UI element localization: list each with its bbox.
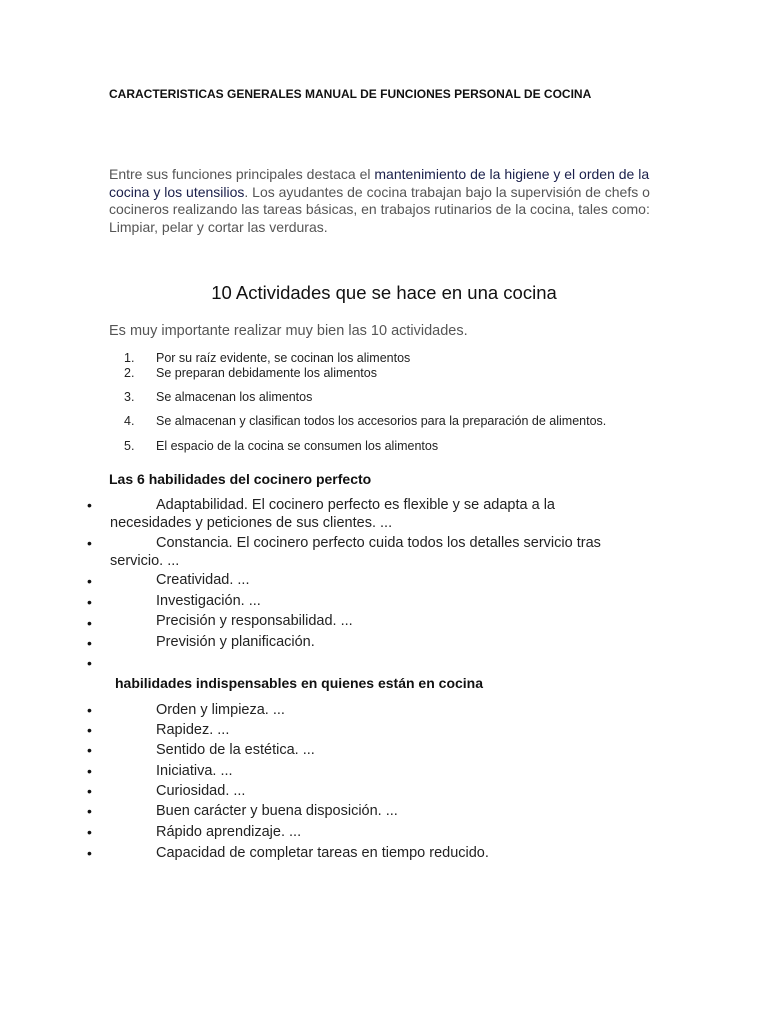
bullet-marker: • [87, 702, 92, 718]
skill-item [110, 571, 670, 589]
indispensable-item: Curiosidad. ... [156, 783, 246, 799]
indispensable-item: Capacidad de completar tareas en tiempo reducido. [156, 845, 489, 861]
skill-text: Investigación. ... [156, 593, 261, 609]
activity-item [124, 414, 606, 428]
indispensable-item: Rápido aprendizaje. ... [156, 824, 302, 840]
activity-text: Se preparan debidamente los alimentos [156, 366, 377, 380]
activity-item [124, 366, 377, 380]
activity-item [124, 351, 410, 365]
indispensable-item: Orden y limpieza. ... [156, 702, 285, 718]
skill-item [110, 496, 670, 532]
bullet-marker: • [87, 763, 92, 779]
bullet-marker: • [87, 655, 92, 671]
activity-text: Se almacenan y clasifican todos los accesorios para la preparación de alimentos. [156, 414, 607, 428]
intro-paragraph [109, 166, 669, 236]
intro-text-end: . Los ayudantes de cocina trabajan bajo la supervisión de chefs o cocineros realizando las tareas básicas, en trabajos rutinarios de la cocina, tales como: Limpiar, pelar y cortar las verduras. [109, 183, 650, 235]
skill-text: Adaptabilidad. El cocinero perfecto es flexible y se adapta a la [156, 497, 555, 513]
bullet-marker: • [87, 845, 92, 861]
activity-number: 1. [124, 351, 135, 365]
activity-number: 4. [124, 414, 135, 428]
skill-item [110, 592, 670, 610]
indispensable-item: Rapidez. ... [156, 722, 230, 738]
indispensable-heading: habilidades indispensables en quienes están en cocina [115, 675, 484, 691]
bullet-marker: • [87, 615, 92, 631]
bullet-marker: • [87, 535, 92, 551]
bullet-marker: • [87, 742, 92, 758]
bullet-marker: • [87, 635, 92, 651]
bullet-marker: • [87, 573, 92, 589]
activity-number: 5. [124, 439, 135, 453]
activity-number: 3. [124, 390, 135, 404]
section-subtitle: Es muy importante realizar muy bien las 10 actividades. [109, 323, 468, 339]
skill-item [110, 633, 670, 651]
skills-heading: Las 6 habilidades del cocinero perfecto [109, 471, 372, 487]
intro-highlight-link[interactable]: mantenimiento de la higiene y el orden de la cocina y los utensilios [109, 166, 650, 200]
bullet-marker: • [87, 497, 92, 513]
skill-text-cont: necesidades y peticiones de sus clientes. ... [110, 515, 393, 531]
skill-text: Precisión y responsabilidad. ... [156, 613, 353, 629]
indispensable-item: Iniciativa. ... [156, 763, 233, 779]
activity-number: 2. [124, 366, 135, 380]
skill-text: Constancia. El cocinero perfecto cuida todos los detalles servicio tras [156, 535, 601, 551]
bullet-marker: • [87, 803, 92, 819]
indispensable-item: Buen carácter y buena disposición. ... [156, 803, 398, 819]
bullet-marker: • [87, 783, 92, 799]
skill-text-cont: servicio. ... [110, 553, 180, 569]
activity-item [124, 390, 312, 404]
intro-text-start: Entre sus funciones principales destaca el [109, 166, 375, 182]
indispensable-item: Sentido de la estética. ... [156, 742, 315, 758]
skill-item [110, 534, 670, 570]
activity-text: Se almacenan los alimentos [156, 390, 313, 404]
activity-item [124, 439, 438, 453]
bullet-marker: • [87, 594, 92, 610]
bullet-marker: • [87, 722, 92, 738]
activity-text: Por su raíz evidente, se cocinan los alimentos [156, 351, 411, 365]
activity-text: El espacio de la cocina se consumen los alimentos [156, 439, 439, 453]
bullet-marker: • [87, 824, 92, 840]
skill-item [110, 612, 670, 630]
skill-text: Previsión y planificación. [156, 634, 315, 650]
skill-text: Creatividad. ... [156, 572, 250, 588]
section-title: 10 Actividades que se hace en una cocina [211, 282, 557, 303]
document-title: CARACTERISTICAS GENERALES MANUAL DE FUNCIONES PERSONAL DE COCINA [109, 87, 592, 101]
